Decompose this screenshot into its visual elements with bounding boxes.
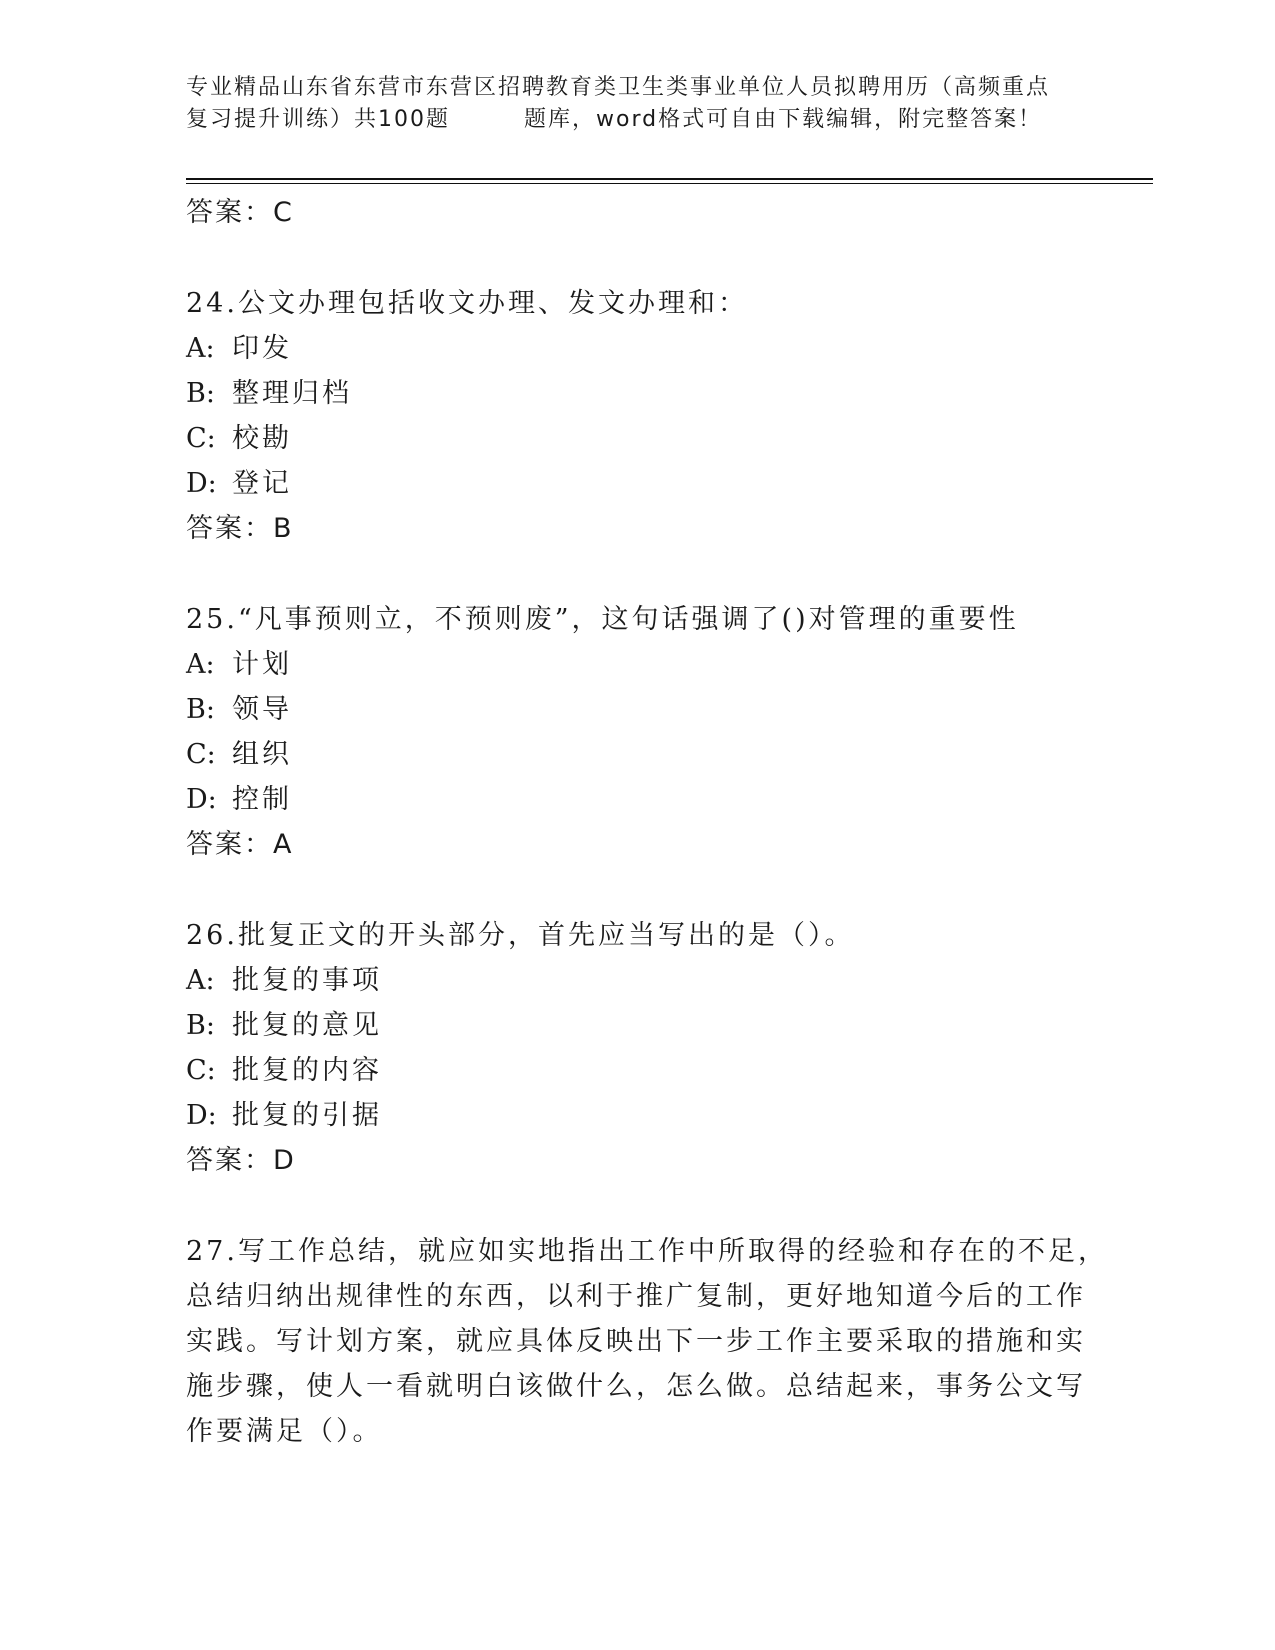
option-text: 登记 bbox=[232, 468, 292, 499]
question-answer: 答案：B bbox=[186, 513, 294, 544]
header-line-1: 专业精品山东省东营市东营区招聘教育类卫生类事业单位人员拟聘用历（高频重点 bbox=[186, 75, 1051, 100]
option-text: 印发 bbox=[232, 333, 292, 364]
option-key: C: bbox=[186, 739, 216, 770]
page-header bbox=[186, 72, 1086, 136]
question-stem-line: 总结归纳出规律性的东西，以利于推广复制，更好地知道今后的工作 bbox=[186, 1281, 1086, 1312]
option-key: A: bbox=[186, 333, 215, 364]
option-text: 批复的引据 bbox=[232, 1100, 382, 1131]
question-stem-line: 作要满足（）。 bbox=[186, 1416, 383, 1447]
option-key: B: bbox=[186, 694, 215, 725]
option-d bbox=[186, 1093, 1086, 1138]
header-line-2-left: 复习提升训练）共100题 bbox=[186, 107, 450, 132]
option-text: 控制 bbox=[232, 784, 292, 815]
question-answer: 答案：A bbox=[186, 829, 294, 860]
question-stem-line: 施步骤，使人一看就明白该做什么，怎么做。总结起来，事务公文写 bbox=[186, 1371, 1086, 1402]
question-stem: 26.批复正文的开头部分，首先应当写出的是（）。 bbox=[186, 920, 855, 951]
option-text: 批复的意见 bbox=[232, 1010, 382, 1041]
question-answer: 答案：D bbox=[186, 1145, 296, 1176]
question-stem: 24.公文办理包括收文办理、发文办理和： bbox=[186, 288, 748, 319]
option-text: 批复的事项 bbox=[232, 965, 382, 996]
option-key: C: bbox=[186, 1055, 216, 1086]
option-a bbox=[186, 326, 1086, 371]
question-stem-line: 实践。写计划方案，就应具体反映出下一步工作主要采取的措施和实 bbox=[186, 1326, 1086, 1357]
question-24 bbox=[186, 281, 1086, 551]
header-rule-thin bbox=[186, 183, 1153, 184]
option-key: D: bbox=[186, 1100, 217, 1131]
option-key: B: bbox=[186, 1010, 215, 1041]
option-d bbox=[186, 461, 1086, 506]
option-c bbox=[186, 732, 1086, 777]
header-line-2 bbox=[186, 104, 1086, 136]
option-d bbox=[186, 777, 1086, 822]
question-stem: 25.“凡事预则立，不预则废”，这句话强调了()对管理的重要性 bbox=[186, 604, 1019, 635]
option-text: 批复的内容 bbox=[232, 1055, 382, 1086]
header-line-2-right: 题库，word格式可自由下载编辑，附完整答案！ bbox=[524, 107, 1043, 132]
question-27 bbox=[186, 1229, 1108, 1454]
option-text: 整理归档 bbox=[232, 378, 352, 409]
option-b bbox=[186, 1003, 1086, 1048]
option-a bbox=[186, 958, 1086, 1003]
option-key: D: bbox=[186, 468, 217, 499]
option-a bbox=[186, 642, 1086, 687]
option-key: C: bbox=[186, 423, 216, 454]
question-25 bbox=[186, 597, 1086, 867]
option-key: A: bbox=[186, 965, 215, 996]
option-text: 计划 bbox=[232, 649, 292, 680]
option-c bbox=[186, 416, 1086, 461]
option-c bbox=[186, 1048, 1086, 1093]
question-26 bbox=[186, 913, 1086, 1183]
option-text: 组织 bbox=[232, 739, 292, 770]
option-text: 领导 bbox=[232, 694, 292, 725]
document-body bbox=[186, 190, 1108, 1454]
option-key: B: bbox=[186, 378, 215, 409]
question-stem-line: 27.写工作总结，就应如实地指出工作中所取得的经验和存在的不足， bbox=[186, 1236, 1108, 1267]
option-b bbox=[186, 687, 1086, 732]
previous-answer: 答案：C bbox=[186, 197, 294, 228]
option-b bbox=[186, 371, 1086, 416]
option-key: D: bbox=[186, 784, 217, 815]
option-text: 校勘 bbox=[232, 423, 292, 454]
header-rule-thick bbox=[186, 178, 1153, 180]
option-key: A: bbox=[186, 649, 215, 680]
